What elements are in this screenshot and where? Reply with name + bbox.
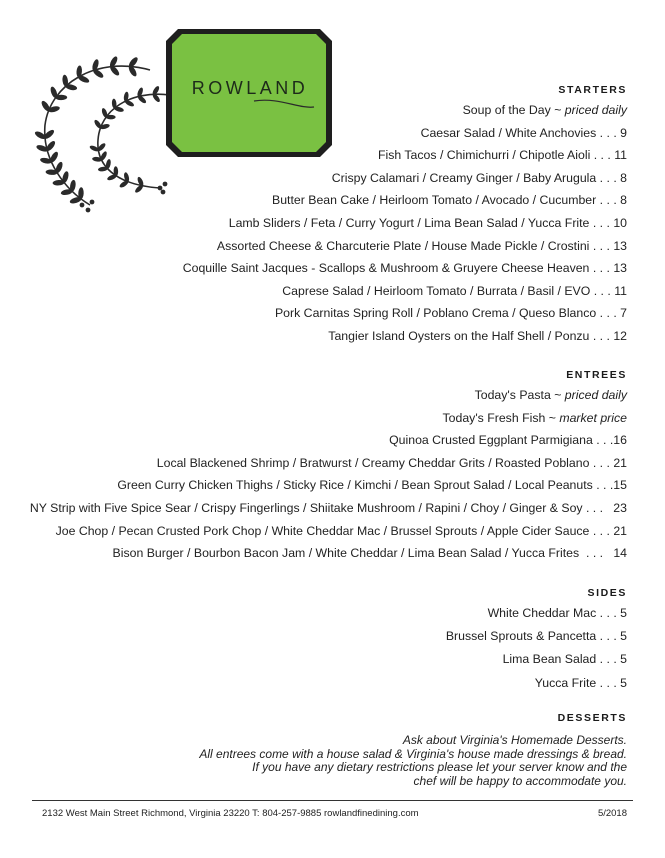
menu-item-price: . . . 5 [596,675,627,690]
menu-item-price: . . .16 [592,433,627,448]
menu-item-name: Assorted Cheese & Charcuterie Plate / House Made Pickle / Crostini [216,238,590,253]
menu-item [421,126,627,140]
menu-item [275,306,627,320]
menu-item-price: . . . 12 [589,329,627,343]
menu-item-name: Pork Carnitas Spring Roll / Poblano Crema / Queso Blanco [274,306,597,321]
menu-item [443,411,627,425]
section-title-starters: STARTERS [558,84,627,96]
menu-item-price: . . . 13 [589,238,627,253]
berry-shape [163,182,168,187]
menu-item-name: Fish Tacos / Chimichurri / Chipotle Aioli [377,148,591,163]
menu-item-note: priced daily [564,103,627,117]
menu-item [282,284,627,298]
menu-item-name: Caprese Salad / Heirloom Tomato / Burrata / Basil / EVO [282,283,591,298]
menu-item [488,606,627,620]
berry-shape [90,200,95,205]
berry-shape [158,186,163,191]
menu-item [183,261,627,275]
menu-item [503,652,627,666]
menu-item-price: . . . 21 [589,455,627,470]
menu-item-price: . . . 5 [596,652,627,667]
menu-item [328,329,627,343]
note-line: If you have any dietary restrictions please let your server know and the [252,760,627,774]
menu-item-price: . . . 13 [589,261,627,276]
menu-item-price: . . . 11 [590,148,627,163]
note-line: Ask about Virginia's Homemade Desserts. [402,733,627,747]
brand-logo-text: ROWLAND [191,78,309,98]
section-title-sides: SIDES [587,587,627,599]
berry-shape [80,203,85,208]
menu-item [217,239,627,253]
menu-item [446,629,627,643]
menu-item-name: Lima Bean Salad [502,652,597,667]
menu-item-name: Local Blackened Shrimp / Bratwurst / Creamy Cheddar Grits / Roasted Poblano [156,455,590,470]
menu-item-name: Lamb Sliders / Feta / Curry Yogurt / Lima Bean Salad / Yucca Frite [228,216,590,230]
section-title-entrees: ENTREES [566,369,627,381]
dessert-notes [67,734,627,788]
menu-item-price: . . . 5 [596,629,627,644]
menu-item-price: . . .15 [592,478,627,493]
menu-item-name: Quinoa Crusted Eggplant Parmigiana [389,433,593,448]
menu-item-price: . . . 21 [589,523,627,538]
menu-item-note: priced daily [564,388,627,402]
menu-item-price: . . . 8 [596,170,627,185]
menu-item-price: . . . 5 [596,606,627,620]
menu-item-name: Coquille Saint Jacques - Scallops & Mushroom & Gruyere Cheese Heaven [182,261,590,276]
menu-item [56,524,627,538]
berry-shape [86,208,91,213]
berry-shape [161,190,166,195]
menu-item-name: NY Strip with Five Spice Sear / Crispy Fingerlings / Shiitake Mushroom / Rapini / Choy / Ginger & Soy [29,501,583,515]
menu-item [463,103,627,117]
menu-item-name: Crispy Calamari / Creamy Ginger / Baby Arugula [331,170,597,185]
menu-item-price: . . . 9 [596,125,627,140]
menu-item-name: Yucca Frite [534,675,597,690]
footer-address: 2132 West Main Street Richmond, Virginia 23220 T: 804-257-9885 rowlandfinedining.com [42,808,419,819]
menu-item-name: Joe Chop / Pecan Crusted Pork Chop / White Cheddar Mac / Brussel Sprouts / Apple Cider Sauce [55,523,590,538]
menu-item [272,193,627,207]
menu-item-price: . . . 11 [590,283,627,298]
menu-item-price: . . . 10 [589,216,627,230]
menu-item-name: White Cheddar Mac [487,606,597,620]
menu-item-name: Soup of the Day ~ [462,103,565,117]
menu-item [378,148,627,162]
menu-item [117,478,627,492]
note-line: chef will be happy to accommodate you. [413,773,627,788]
note-line: All entrees come with a house salad & Virginia's house made dressings & bread. [199,746,627,761]
menu-item-name: Today's Pasta ~ [474,388,565,402]
menu-item-name: Tangier Island Oysters on the Half Shell / Ponzu [328,329,590,343]
menu-item-name: Brussel Sprouts & Pancetta [445,629,597,644]
menu-item [389,433,627,447]
menu-item-price: . . . 8 [596,193,627,208]
menu-item [535,676,627,690]
menu-item-name: Today's Fresh Fish ~ [442,410,560,425]
menu-item [113,546,627,560]
menu-item [332,171,627,185]
section-title-desserts: DESSERTS [557,712,627,724]
menu-item-name: Butter Bean Cake / Heirloom Tomato / Avocado / Cucumber [272,193,597,208]
menu-item [30,501,627,515]
menu-item-price: . . . 7 [596,306,627,321]
footer-date: 5/2018 [597,808,627,819]
menu-item-name: Green Curry Chicken Thighs / Sticky Rice / Kimchi / Bean Sprout Salad / Local Peanuts [117,478,593,493]
menu-item [475,388,627,402]
menu-item-note: market price [559,410,627,425]
menu-item-price: . . . 14 [579,546,627,561]
menu-item-name: Caesar Salad / White Anchovies [420,125,597,140]
menu-item [229,216,627,230]
menu-item [157,456,627,470]
menu-item-price: . . . 23 [582,501,627,515]
footer-divider [32,800,633,801]
menu-item-name: Bison Burger / Bourbon Bacon Jam / White Cheddar / Lima Bean Salad / Yucca Frites [112,546,580,561]
